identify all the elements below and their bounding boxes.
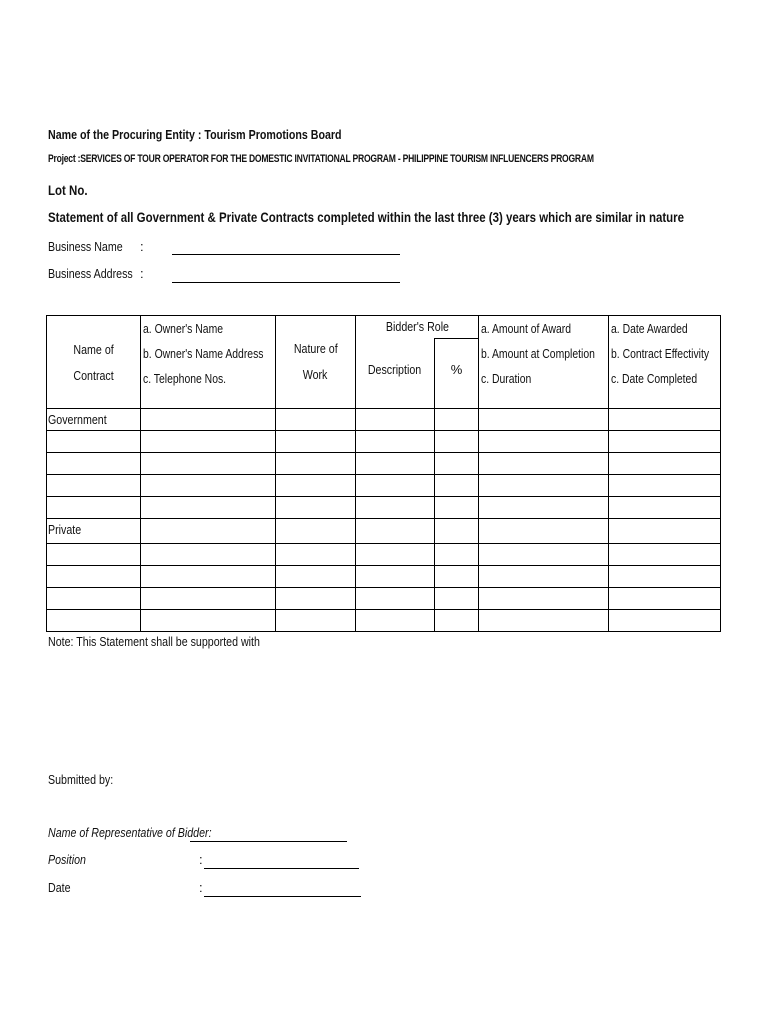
table-cell[interactable] bbox=[141, 610, 276, 632]
table-cell[interactable] bbox=[609, 431, 721, 453]
business-name-colon: : bbox=[140, 239, 144, 254]
table-cell[interactable] bbox=[276, 519, 356, 544]
table-cell[interactable] bbox=[356, 610, 435, 632]
table-cell[interactable] bbox=[276, 453, 356, 475]
table-cell[interactable] bbox=[141, 475, 276, 497]
representative-field[interactable] bbox=[190, 841, 347, 842]
table-cell[interactable] bbox=[479, 475, 609, 497]
table-cell[interactable] bbox=[479, 588, 609, 610]
table-cell[interactable] bbox=[356, 409, 435, 431]
table-cell[interactable] bbox=[276, 610, 356, 632]
table-cell[interactable] bbox=[47, 475, 141, 497]
table-cell[interactable] bbox=[141, 519, 276, 544]
table-cell[interactable] bbox=[479, 453, 609, 475]
section-government-label: Government bbox=[47, 409, 141, 431]
table-cell[interactable] bbox=[609, 453, 721, 475]
position-field[interactable] bbox=[204, 868, 359, 869]
table-cell[interactable] bbox=[276, 497, 356, 519]
position-label: Position bbox=[48, 852, 86, 867]
section-private-label: Private bbox=[47, 519, 141, 544]
table-cell[interactable] bbox=[47, 566, 141, 588]
table-cell[interactable] bbox=[609, 566, 721, 588]
contracts-table bbox=[46, 315, 721, 632]
project-title: Project :SERVICES OF TOUR OPERATOR FOR THE DOMESTIC INVITATIONAL PROGRAM - PHILIPPINE TOURISM INFLUENCERS PROGRAM bbox=[48, 153, 594, 165]
table-cell[interactable] bbox=[47, 431, 141, 453]
business-address-colon: : bbox=[140, 266, 144, 281]
header-role-percent: % bbox=[435, 339, 479, 409]
header-award-details: a. Amount of Award b. Amount at Completion c. Duration bbox=[479, 316, 609, 409]
table-cell[interactable] bbox=[435, 566, 479, 588]
table-cell[interactable] bbox=[609, 497, 721, 519]
table-cell[interactable] bbox=[276, 431, 356, 453]
lot-number-label: Lot No. bbox=[48, 182, 88, 198]
table-cell[interactable] bbox=[609, 519, 721, 544]
business-address-field[interactable] bbox=[172, 282, 400, 283]
table-cell[interactable] bbox=[356, 544, 435, 566]
position-colon: : bbox=[199, 852, 203, 867]
table-cell[interactable] bbox=[141, 566, 276, 588]
table-row bbox=[47, 566, 721, 588]
table-cell[interactable] bbox=[435, 610, 479, 632]
business-name-label: Business Name bbox=[48, 239, 123, 254]
table-cell[interactable] bbox=[479, 497, 609, 519]
table-cell[interactable] bbox=[276, 588, 356, 610]
table-cell[interactable] bbox=[609, 409, 721, 431]
table-cell[interactable] bbox=[356, 519, 435, 544]
header-owner-details: a. Owner's Name b. Owner's Name Address c. Telephone Nos. bbox=[141, 316, 276, 409]
table-cell[interactable] bbox=[435, 544, 479, 566]
table-cell[interactable] bbox=[276, 475, 356, 497]
table-row bbox=[47, 610, 721, 632]
table-cell[interactable] bbox=[435, 497, 479, 519]
table-cell[interactable] bbox=[47, 453, 141, 475]
table-cell[interactable] bbox=[479, 409, 609, 431]
date-field[interactable] bbox=[204, 896, 361, 897]
table-cell[interactable] bbox=[141, 544, 276, 566]
table-cell[interactable] bbox=[356, 497, 435, 519]
table-cell[interactable] bbox=[47, 588, 141, 610]
table-cell[interactable] bbox=[435, 453, 479, 475]
header-role-description: Description bbox=[356, 339, 435, 409]
table-cell[interactable] bbox=[609, 588, 721, 610]
representative-label: Name of Representative of Bidder: bbox=[48, 825, 212, 840]
table-cell[interactable] bbox=[479, 519, 609, 544]
table-cell[interactable] bbox=[276, 544, 356, 566]
header-bidders-role: Bidder's Role bbox=[356, 316, 479, 339]
header-name-of-contract: Name of Contract bbox=[47, 316, 141, 409]
table-row bbox=[47, 544, 721, 566]
table-cell[interactable] bbox=[276, 409, 356, 431]
date-colon: : bbox=[199, 880, 203, 895]
table-cell[interactable] bbox=[356, 453, 435, 475]
table-cell[interactable] bbox=[141, 497, 276, 519]
table-cell[interactable] bbox=[435, 475, 479, 497]
table-cell[interactable] bbox=[47, 610, 141, 632]
table-row bbox=[47, 497, 721, 519]
table-cell[interactable] bbox=[141, 588, 276, 610]
table-cell[interactable] bbox=[435, 588, 479, 610]
table-row bbox=[47, 475, 721, 497]
table-cell[interactable] bbox=[479, 610, 609, 632]
table-cell[interactable] bbox=[435, 409, 479, 431]
table-cell[interactable] bbox=[356, 566, 435, 588]
table-row bbox=[47, 588, 721, 610]
table-cell[interactable] bbox=[47, 497, 141, 519]
submitted-by-label: Submitted by: bbox=[48, 772, 114, 787]
statement-title: Statement of all Government & Private Contracts completed within the last three (3) years which are similar in nature bbox=[48, 209, 685, 225]
table-cell[interactable] bbox=[47, 544, 141, 566]
table-cell[interactable] bbox=[479, 544, 609, 566]
table-cell[interactable] bbox=[479, 431, 609, 453]
supporting-note: Note: This Statement shall be supported with bbox=[48, 634, 260, 649]
table-cell[interactable] bbox=[141, 431, 276, 453]
table-cell[interactable] bbox=[356, 475, 435, 497]
procuring-entity-heading: Name of the Procuring Entity : Tourism Promotions Board bbox=[48, 127, 342, 142]
business-address-label: Business Address bbox=[48, 266, 133, 281]
business-name-field[interactable] bbox=[172, 254, 400, 255]
header-date-details: a. Date Awarded b. Contract Effectivity c. Date Completed bbox=[609, 316, 721, 409]
table-cell[interactable] bbox=[435, 519, 479, 544]
table-row bbox=[47, 431, 721, 453]
header-nature-of-work: Nature of Work bbox=[276, 316, 356, 409]
date-label: Date bbox=[48, 880, 71, 895]
table-cell[interactable] bbox=[356, 431, 435, 453]
table-cell[interactable] bbox=[435, 431, 479, 453]
table-cell[interactable] bbox=[141, 453, 276, 475]
table-cell[interactable] bbox=[609, 544, 721, 566]
table-cell[interactable] bbox=[141, 409, 276, 431]
table-cell[interactable] bbox=[356, 588, 435, 610]
table-cell[interactable] bbox=[609, 610, 721, 632]
table-cell[interactable] bbox=[479, 566, 609, 588]
table-cell[interactable] bbox=[609, 475, 721, 497]
table-row bbox=[47, 453, 721, 475]
table-cell[interactable] bbox=[276, 566, 356, 588]
